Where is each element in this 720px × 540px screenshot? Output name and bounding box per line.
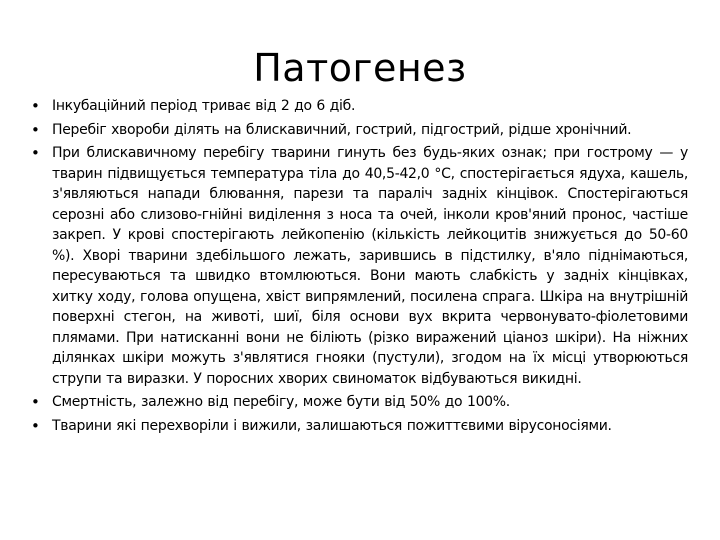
bullet-list: [28, 96, 688, 439]
bullet-item: [28, 96, 688, 117]
bullet-marker: •: [31, 144, 40, 162]
bullet-marker: •: [31, 120, 40, 139]
bullet-item: [28, 120, 688, 141]
bullet-item: [28, 416, 688, 437]
bullet-text: Смертність, залежно від перебігу, може бути від 50% до 100%.: [52, 394, 510, 410]
bullet-item: [28, 392, 688, 413]
bullet-item: [28, 143, 688, 389]
bullet-marker: •: [31, 97, 40, 115]
bullet-text: Інкубаційний період триває від 2 до 6 діб.: [52, 98, 356, 114]
bullet-text: Перебіг хвороби ділять на блискавичний, гострий, підгострий, рідше хронічний.: [52, 121, 632, 138]
slide-title: Патогенез: [253, 46, 467, 90]
bullet-text: Тварини які перехворіли і вижили, залишаються пожиттєвими вірусоносіями.: [52, 417, 612, 434]
bullet-text: При блискавичному перебігу тварини гинуть без будь-яких ознак; при гострому — у тварин підвищується температура тіла до 40,5-42,0 °С, спостерігається ядуха, кашель, з'являються напади блювання, парези та параліч задніх кінцівок. Спостерігаються серозні або слизово-гнійні виділення з носа та очей, інколи кров'яний пронос, частіше закреп. У крові спостерігають лейкопенію (кількість лейкоцитів знижується до 50-60 %). Хворі тварини здебільшого лежать, зарившись в підстилку, в'яло піднімаються, пересуваються та швидко втомлюються. Вони мають слабкість у задніх кінцівках, хитку ходу, голова опущена, хвіст випрямлений, посилена спрага. Шкіра на внутрішній поверхні стегон, на животі, шиї, біля основи вух вкрита червонувато-фіолетовими плямами. При натисканні вони не біліють (різко виражений ціаноз шкіри). На ніжних ділянках шкіри можуть з'являтися гнояки (пустули), згодом на їх місці утворюються струпи та виразки. У поросних хворих свиноматок відбуваються викидні.: [52, 145, 688, 387]
bullet-marker: •: [31, 416, 40, 435]
bullet-marker: •: [31, 393, 40, 411]
